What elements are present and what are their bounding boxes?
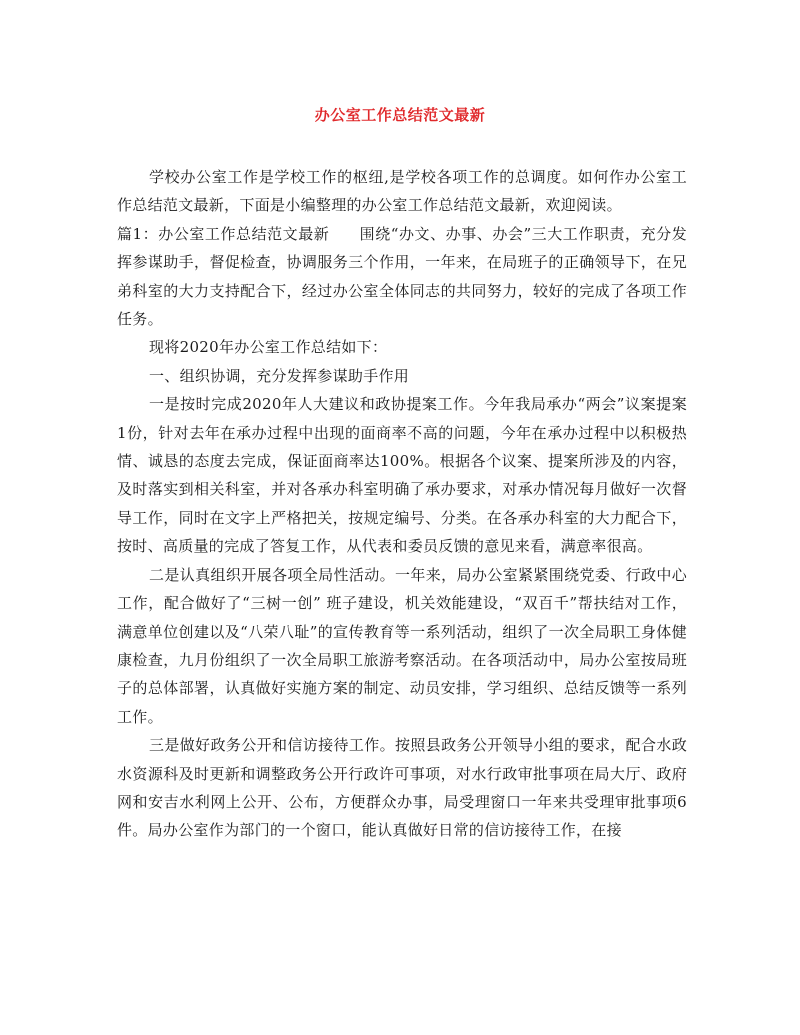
section-paragraph [117,220,687,334]
document-title: 办公室工作总结范文最新 [314,106,486,124]
body-paragraph-2: 二是认真组织开展各项全局性活动。一年来，局办公室紧紧围绕党委、行政中心工作，配合做好了“三树一创” 班子建设，机关效能建设，“双百千”帮扶结对工作，满意单位创建以及“八荣八耻”的宣传教育等一系列活动，组织了一次全局职工身体健康检查，九月份组织了一次全局职工旅游考察活动。在各项活动中，局办公室按局班子的总体部署，认真做好实施方案的制定、动员安排，学习组织、总结反馈等一系列工作。 [117,565,687,726]
section-body: 围绕“办文、办事、办会”三大工作职责，充分发挥参谋助手，督促检查，协调服务三个作用，一年来，在局班子的正确领导下，在兄弟科室的大力支持配合下，经过办公室全体同志的共同努力，较好的完成了各项工作任务。 [117,224,687,329]
document-body [117,163,687,845]
summary-lead: 现将2020年办公室工作总结如下： [149,338,388,357]
intro-paragraph: 学校办公室工作是学校工作的枢纽,是学校各项工作的总调度。如何作办公室工作总结范文最新，下面是小编整理的办公室工作总结范文最新，欢迎阅读。 [117,168,687,215]
body-paragraph-3: 三是做好政务公开和信访接待工作。按照县政务公开领导小组的要求，配合水政水资源科及时更新和调整政务公开行政许可事项，对水行政审批事项在局大厅、政府网和安吉水利网上公开、公布，方便群众办事，局受理窗口一年来共受理审批事项6件。局办公室作为部门的一个窗口，能认真做好日常的信访接待工作，在接 [117,736,687,840]
body-paragraph-1: 一是按时完成2020年人大建议和政协提案工作。今年我局承办“两会”议案提案1份，针对去年在承办过程中出现的面商率不高的问题，今年在承办过程中以积极热情、诚恳的态度去完成，保证面商率达100%。根据各个议案、提案所涉及的内容，及时落实到相关科室，并对各承办科室明确了承办要求，对承办情况每月做好一次督导工作，同时在文字上严格把关，按规定编号、分类。在各承办科室的大力配合下，按时、高质量的完成了答复工作，从代表和委员反馈的意见来看，满意率很高。 [117,395,687,556]
section-heading: 篇1：办公室工作总结范文最新 [117,224,330,243]
subsection-heading: 一、组织协调，充分发挥参谋助手作用 [149,366,410,385]
